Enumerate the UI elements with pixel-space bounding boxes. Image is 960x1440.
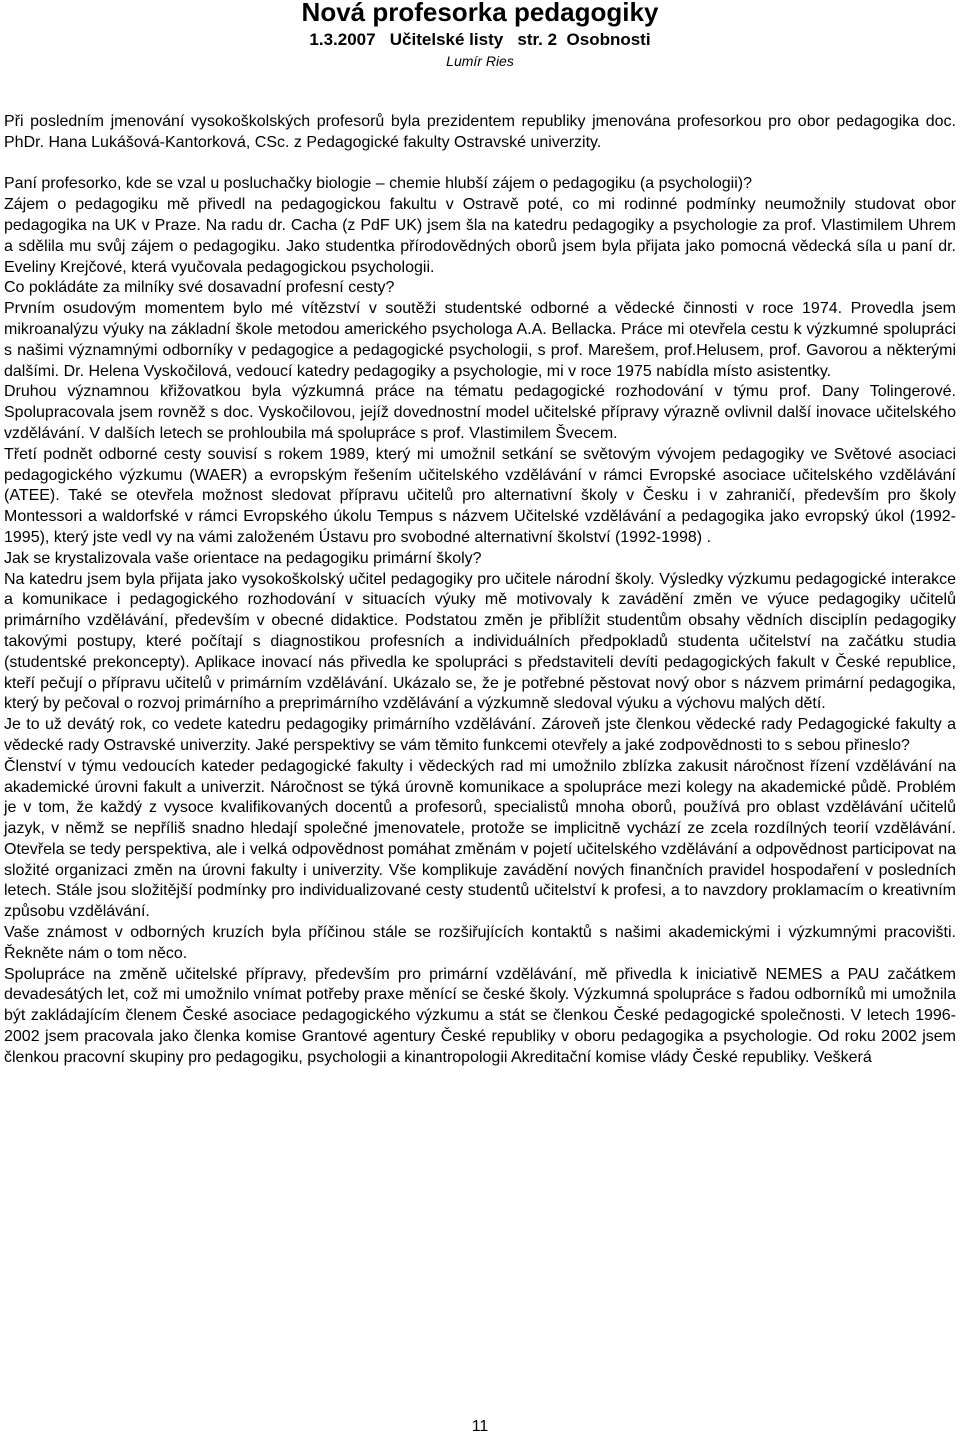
question-3: Jak se krystalizovala vaše orientace na pedagogiku primární školy?: [4, 549, 482, 567]
question-5: Vaše známost v odborných kruzích byla příčinou stále se rozšiřujících kontaktů s našimi akademickými i výzkumnými pracovišti. Řekněte nám o tom něco.: [4, 924, 956, 962]
answer-4: Třetí podnět odborné cesty souvisí s rokem 1989, který mi umožnil setkání se světovým vývojem pedagogiky ve Světové asociaci pedagogického výzkumu (WAER) a evropským řešením učitelského vzdělávání v rámci Evropské asociace učitelského vzdělávání (ATEE). Také se otevřela možnost sledovat přípravu učitelů pro alternativní školy v Česku i v zahraničí, především pro školy Montessori a waldorfské v rámci Evropského úkolu Tempus s názvem Učitelské vzdělávání a pedagogika jako evropský úkol (1992-1995), který jste vedl vy na vámi založeném Ústavu pro svobodné alternativní školství (1992-1998) .: [4, 445, 956, 546]
article-body: [4, 112, 956, 1069]
answer-2: Prvním osudovým momentem bylo mé vítězství v soutěži studentské odborné a vědecké činnosti v roce 1974. Provedla jsem mikroanalýzu výuky na základní škole metodou amerického psychologa A.A. Bellacka. Práce mi otevřela cestu k výzkumné spolupráci s našimi významnými odborníky v pedagogice a pedagogické psychologii, s prof. Marešem, prof.Helusem, prof. Gavorou a některými dalšími. Dr. Helena Vyskočilová, vedoucí katedry pedagogiky a psychologie, mi v roce 1975 nabídla místo asistentky.: [4, 300, 956, 380]
question-4: Je to už devátý rok, co vedete katedru pedagogiky primárního vzdělávání. Zároveň jste členkou vědecké rady Pedagogické fakulty a vědecké rady Ostravské univerzity. Jaké perspektivy se vám těmito funkcemi otevřely a jaké zodpovědnosti to s sebou přineslo?: [4, 716, 956, 754]
answer-1: Zájem o pedagogiku mě přivedl na pedagogickou fakultu v Ostravě poté, co mi rodinné podmínky neumožnily studovat obor pedagogika na UK v Praze. Na radu dr. Cacha (z PdF UK) jsem šla na katedru pedagogiky a psychologie za prof. Vlastimilem Uhrem a sdělila mu svůj zájem o pedagogiku. Jako studentka přírodovědných oborů jsem byla přijata jako pomocná vědecká síla u paní dr. Eveliny Krejčové, která vyučovala pedagogickou psychologii.: [4, 196, 956, 276]
article-meta: [0, 28, 960, 52]
answer-3: Druhou významnou křižovatkou byla výzkumná práce na tématu pedagogické rozhodování v týmu prof. Dany Tolingerové. Spolupracovala jsem rovněž s doc. Vyskočilovou, jejíž dovednostní model učitelské přípravy výrazně ovlivnil další inovace učitelského vzdělávání. V dalších letech se prohloubila má spolupráce s prof. Vlastimilem Švecem.: [4, 383, 956, 442]
intro-paragraph: Při posledním jmenování vysokoškolských profesorů byla prezidentem republiky jmenována profesorkou pro obor pedagogika doc. PhDr. Hana Lukášová-Kantorková, CSc. z Pedagogické fakulty Ostravské univerzity.: [4, 113, 956, 151]
article-page: str. 2: [517, 30, 558, 49]
article-section: Osobnosti: [566, 30, 651, 49]
question-2: Co pokládáte za milníky své dosavadní profesní cesty?: [4, 279, 395, 297]
answer-7: Spolupráce na změně učitelské přípravy, především pro primární vzdělávání, mě přivedla k iniciativě NEMES a PAU začátkem devadesátých let, což mi umožnilo vnímat potřeby praxe měnící se české školy. Výzkumná spolupráce s řadou odborníků mi umožnila být zakládajícím členem České asociace pedagogického výzkumu a stát se členkou České pedagogické společnosti. V letech 1996-2002 jsem pracovala jako členka komise Grantové agentury České republiky v oboru pedagogika a psychologie. Od roku 2002 jsem členkou pracovní skupiny pro pedagogiku, psychologii a kinantropologii Akreditační komise vlády České republiky. Veškerá: [4, 965, 956, 1066]
article-author: Lumír Ries: [446, 53, 514, 69]
article-date: 1.3.2007: [309, 30, 376, 49]
question-1: Paní profesorko, kde se vzal u posluchačky biologie – chemie hlubší zájem o pedagogiku (a psychologii)?: [4, 175, 752, 193]
article-source: Učitelské listy: [389, 30, 504, 49]
page-number: 11: [471, 1418, 489, 1435]
article-title: Nová profesorka pedagogiky: [301, 0, 659, 27]
answer-6: Členství v týmu vedoucích kateder pedagogické fakulty i vědeckých rad mi umožnilo zblízka zakusit náročnost řízení vzdělávání na akademické úrovni fakult a univerzit. Náročnost se týká úrovně komunikace a spolupráce mezi kolegy na akademické půdě. Problém je v tom, že každý z vysoce kvalifikovaných docentů a profesorů, specialistů mnoha oborů, používá pro oblast vzdělávání učitelů jazyk, v němž se nepříliš snadno hledají společné jmenovatele, protože se implicitně vychází ze zcela rozdílných teorií vzdělávání. Otevřela se tedy perspektiva, ale i velká odpovědnost pomáhat změnám v pojetí učitelského vzdělávání a odpovědnost participovat na složité organizaci změn na úrovni fakulty i univerzity. Vše komplikuje zavádění nových finančních pravidel hospodaření v posledních letech. Stále jsou složitější podmínky pro individualizované cesty studentů učitelství k profesi, a to navzdory proklamacím o kreativním způsobu vzdělávání.: [4, 757, 956, 921]
article-header: [0, 0, 960, 70]
answer-5: Na katedru jsem byla přijata jako vysokoškolský učitel pedagogiky pro učitele národní školy. Výsledky výzkumu pedagogické interakce a komunikace i pedagogického rozhodování v situacích výuky mě motivovaly k zavádění změn ve výuce pedagogiky učitelů primárního vzdělávání, především v obecné didaktice. Podstatou změn je přiblížit studentům obsahy vědních disciplín pedagogiky takovými postupy, které počítají s diagnostikou profesních a individuálních předpokladů studenta učitelství na začátku studia (studentské prekoncepty). Aplikace inovací nás přivedla ke spolupráci s představiteli devíti pedagogických fakult v České republice, kteří pečují o přípravu učitelů v primárním vzdělávání. Ukázalo se, že je potřebné pěstovat nový obor s názvem primární pedagogika, který by pečoval o rozvoj primárního a preprimárního vzdělávání a výzkumně sledoval výuku a výchovu malých dětí.: [4, 570, 956, 713]
